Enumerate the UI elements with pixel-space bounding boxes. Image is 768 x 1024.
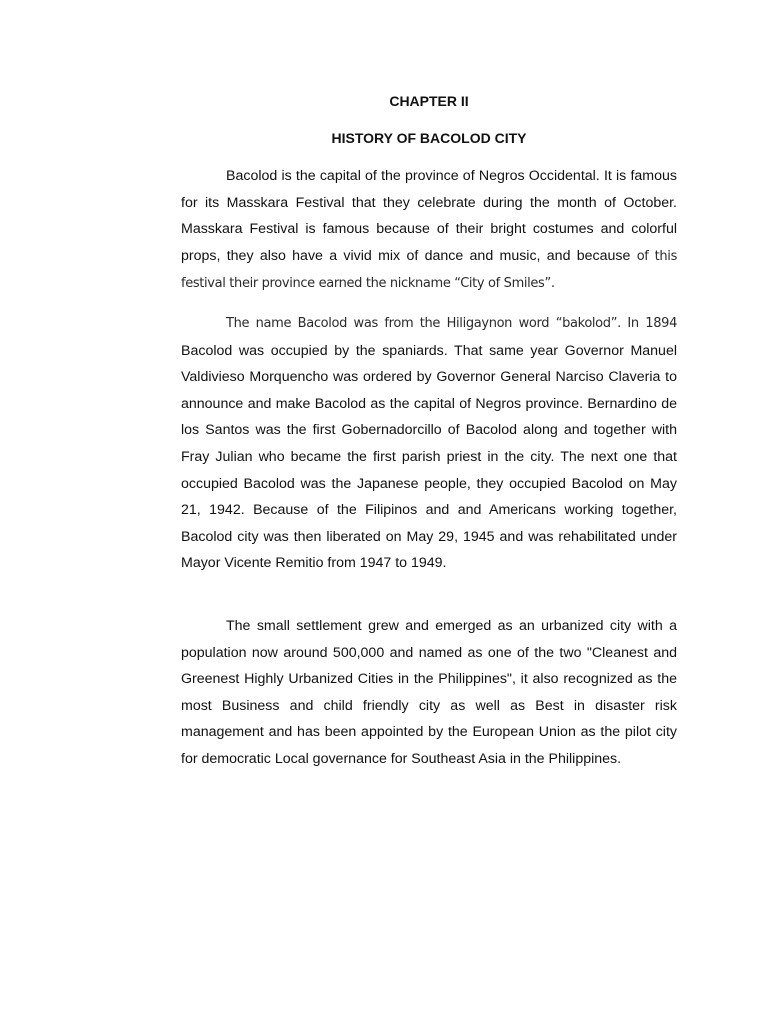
chapter-heading: CHAPTER II	[389, 93, 469, 109]
paragraph-1-tail: of this festival their province earned the nickname “City of Smiles”.	[181, 248, 677, 292]
paragraph-2	[181, 310, 677, 577]
paragraph-2-main: Bacolod was occupied by the spaniards. That same year Governor Manuel Valdivieso Morquencho was ordered by Governor General Narciso Claveria to announce and make Bacolod as the capital of Negros province. Bernardino de los Santos was the first Gobernadorcillo of Bacolod along and together with Fray Julian who became the first parish priest in the city. The next one that occupied Bacolod was the Japanese people, they occupied Bacolod on May 21, 1942. Because of the Filipinos and and Americans working together, Bacolod city was then liberated on May 29, 1945 and was rehabilitated under Mayor Vicente Remitio from 1947 to 1949.	[181, 342, 677, 572]
paragraph-1-main: Bacolod is the capital of the province of Negros Occidental. It is famous for its Masskara Festival that they celebrate during the month of October. Masskara Festival is famous because of their bright costumes and colorful props, they also have a vivid mix of dance and music, and because	[181, 168, 677, 264]
paragraph-2-head: The name Bacolod was from the Hiligaynon word “bakolod”. In 1894	[226, 316, 677, 331]
chapter-title: HISTORY OF BACOLOD CITY	[331, 130, 527, 146]
paragraph-3: The small settlement grew and emerged as an urbanized city with a population now around 500,000 and named as one of the two "Cleanest and Greenest Highly Urbanized Cities in the Philippines", it also recognized as the most Business and child friendly city as well as Best in disaster risk management and has been appointed by the European Union as the pilot city for democratic Local governance for Southeast Asia in the Philippines.	[181, 618, 677, 767]
paragraph-1	[181, 163, 677, 298]
